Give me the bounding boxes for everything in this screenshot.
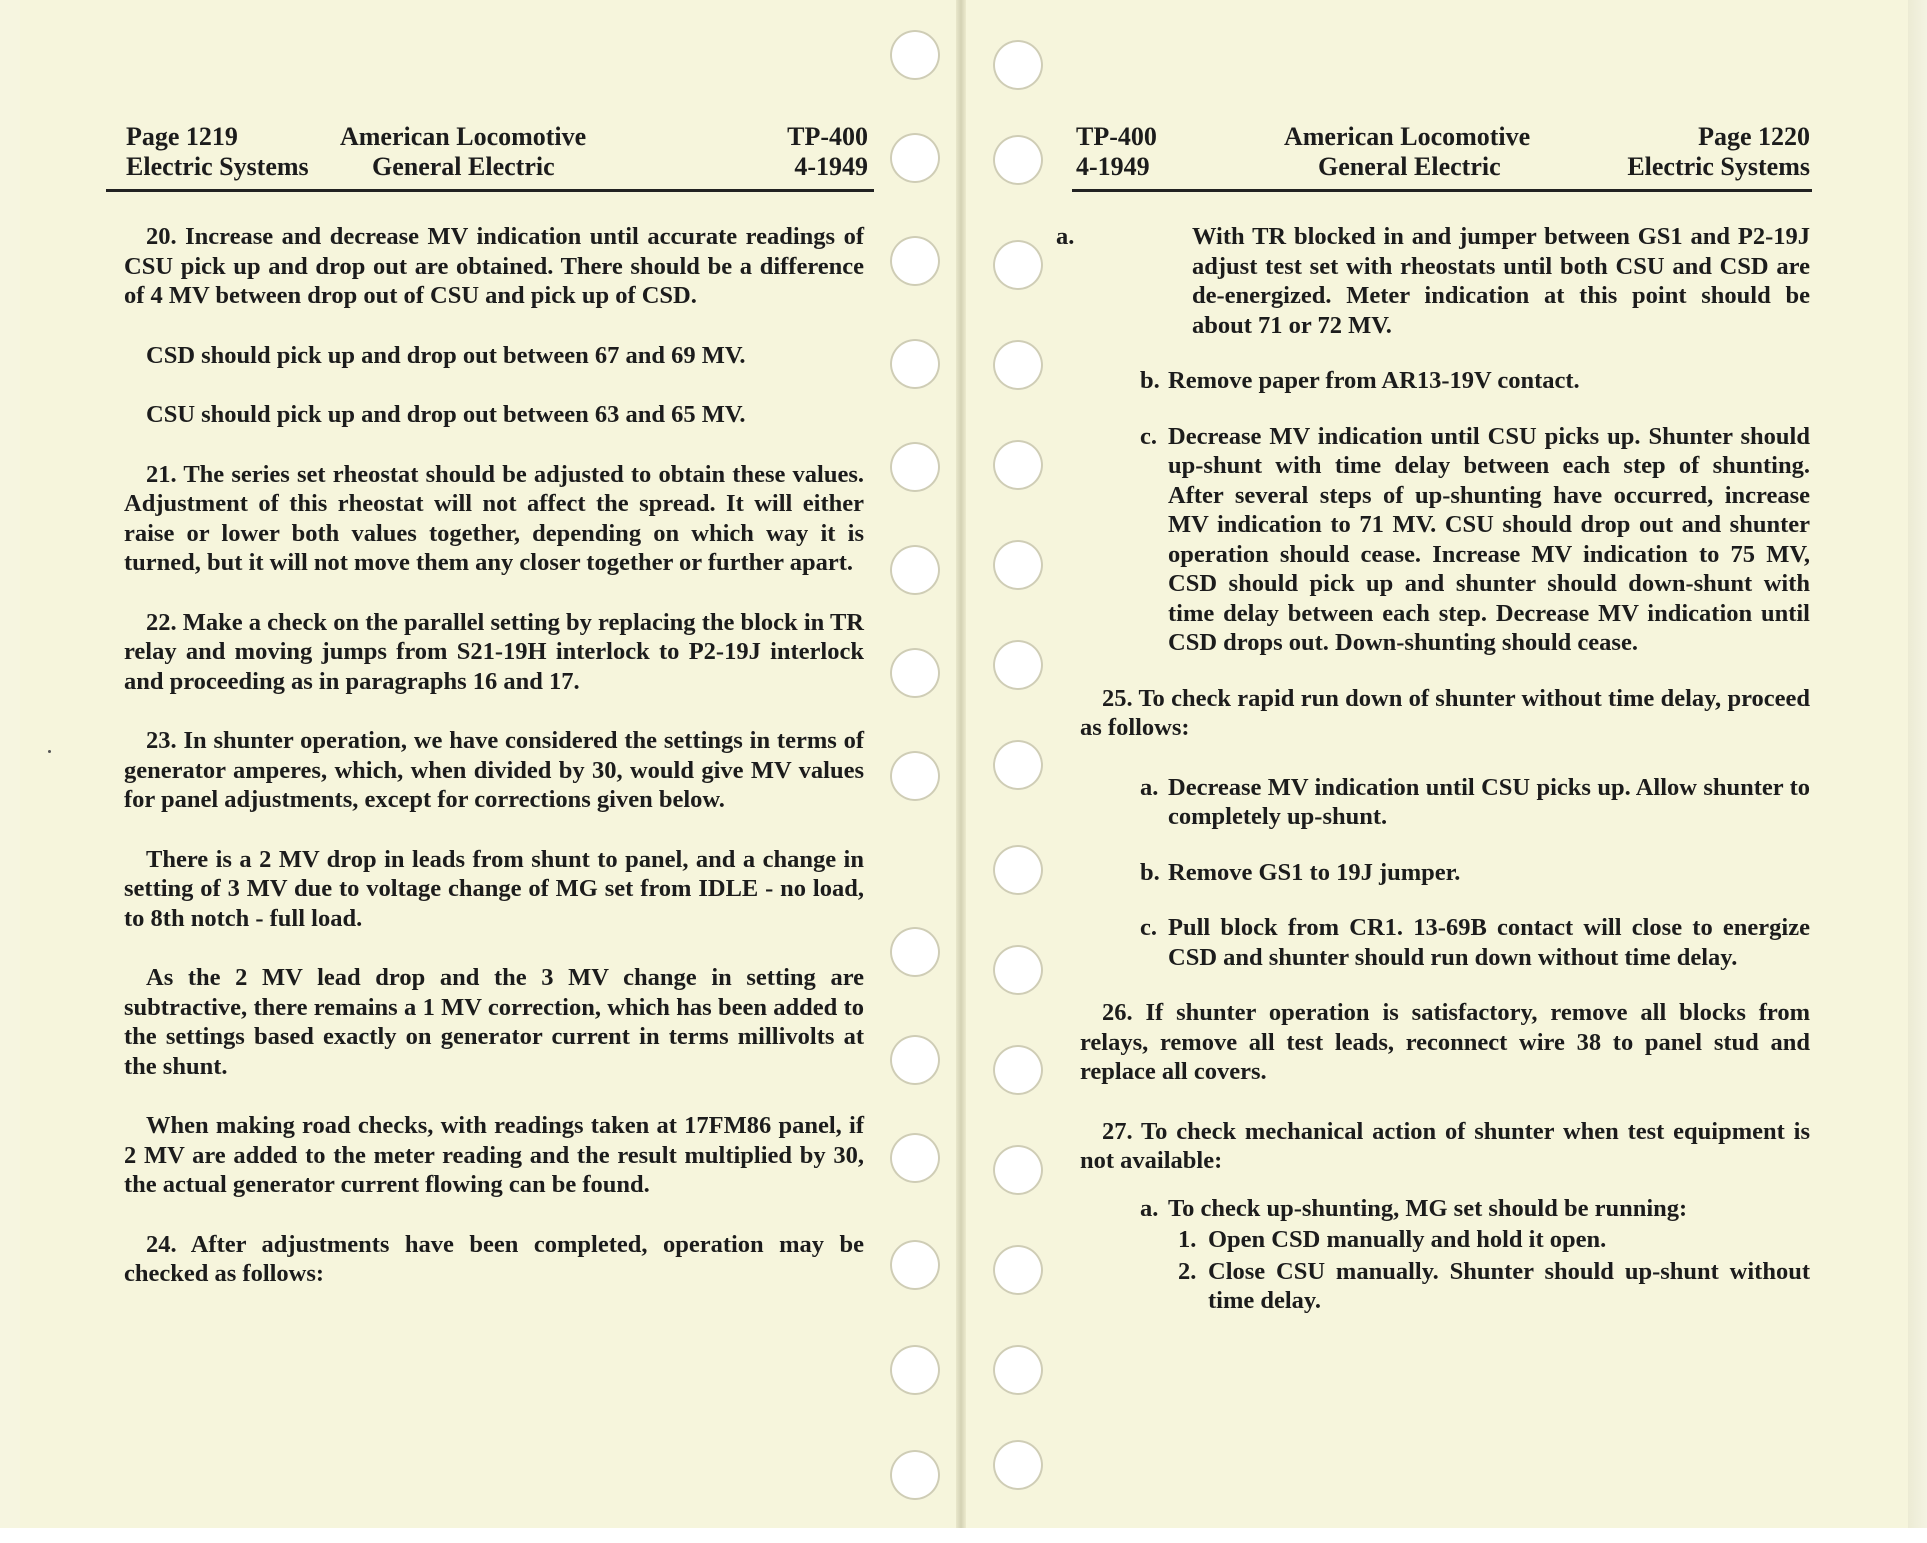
paragraph-23: 23. In shunter operation, we have considered the settings in terms of generator amperes, which, when divided by 30, would give MV values for panel adjustments, except for corrections given below. xyxy=(124,727,864,813)
step-text: Remove paper from AR13-19V contact. xyxy=(1168,367,1580,394)
step-text: Decrease MV indication until CSU picks up. Allow shunter to completely up-shunt. xyxy=(1168,773,1810,830)
step-24c xyxy=(1080,422,1810,658)
binder-hole xyxy=(890,545,940,595)
step-25c xyxy=(1080,913,1810,972)
binder-hole xyxy=(890,1133,940,1183)
step-label: a. xyxy=(1140,773,1159,801)
binder-hole xyxy=(890,442,940,492)
binder-hole xyxy=(890,1345,940,1395)
binder-hole xyxy=(890,1450,940,1500)
paragraph-correction: As the 2 MV lead drop and the 3 MV change in setting are subtractive, there remains a 1 MV correction, which has been added to the settings based exactly on generator current in terms millivolts at the shunt. xyxy=(124,964,864,1080)
binder-hole xyxy=(993,135,1043,185)
paragraph-road-checks: When making road checks, with readings taken at 17FM86 panel, if 2 MV are added to the meter reading and the result multiplied by 30, the actual generator current flowing can be found. xyxy=(124,1112,864,1198)
binder-hole xyxy=(890,648,940,698)
step-text: Close CSU manually. Shunter should up-shunt without time delay. xyxy=(1208,1257,1810,1314)
step-label: b. xyxy=(1140,367,1160,394)
left-page-body xyxy=(124,222,864,1319)
paragraph-csu-range: CSU should pick up and drop out between 63 and 65 MV. xyxy=(146,401,746,428)
binder-hole xyxy=(993,340,1043,390)
binder-hole xyxy=(993,1245,1043,1295)
binder-hole xyxy=(993,240,1043,290)
step-27a-2 xyxy=(1080,1257,1810,1316)
binder-hole xyxy=(993,640,1043,690)
left-page-header xyxy=(106,122,874,192)
doc-date: 4-1949 xyxy=(1076,152,1150,181)
paragraph-24: 24. After adjustments have been completed, operation may be checked as follows: xyxy=(124,1230,864,1287)
step-text: Pull block from CR1. 13-69B contact will close to energize CSD and shunter should run down without time delay. xyxy=(1168,914,1810,971)
step-27a xyxy=(1080,1194,1810,1224)
binder-hole xyxy=(993,740,1043,790)
step-label: 1. xyxy=(1178,1226,1197,1253)
paragraph-csd-range: CSD should pick up and drop out between 67 and 69 MV. xyxy=(146,341,746,369)
binder-hole xyxy=(993,540,1043,590)
right-binder-holes xyxy=(985,0,1055,1528)
step-text: Remove GS1 to 19J jumper. xyxy=(1168,858,1461,886)
step-27a-1 xyxy=(1080,1225,1810,1255)
step-24a xyxy=(1056,222,1810,340)
binder-hole xyxy=(993,845,1043,895)
page-number: Page 1219 xyxy=(126,122,238,151)
page-number: Page 1220 xyxy=(1698,122,1810,151)
binder-hole xyxy=(890,751,940,801)
step-25b xyxy=(1080,858,1810,888)
scan-margin xyxy=(0,1528,1927,1543)
step-label: c. xyxy=(1140,914,1157,941)
paragraph-21: 21. The series set rheostat should be adjusted to obtain these values. Adjustment of this rheostat will not affect the spread. It will either raise or lower both values together, depending on which way it is turned, but it will not move them any closer together or further apart. xyxy=(124,460,864,576)
binder-hole xyxy=(890,30,940,80)
page-edge xyxy=(1908,0,1927,1528)
publisher: American Locomotive xyxy=(340,122,587,151)
company-name: General Electric xyxy=(1318,152,1501,181)
step-text: Decrease MV indication until CSU picks up. Shunter should up-shunt with time delay between each step of shunting. After several steps of up-shunting have occurred, increase MV indication to 71 MV. CSU should drop out and shunter operation should cease. Increase MV indication to 75 MV, CSD should pick up and shunter should down-shunt with time delay between each step. Decrease MV indication until CSD drops out. Down-shunting should cease. xyxy=(1168,422,1810,656)
binder-hole xyxy=(993,945,1043,995)
paragraph-lead-drop: There is a 2 MV drop in leads from shunt to panel, and a change in setting of 3 MV due to voltage change of MG set from IDLE - no load, to 8th notch - full load. xyxy=(124,845,864,932)
doc-date: 4-1949 xyxy=(794,152,868,181)
binder-hole xyxy=(993,40,1043,90)
section-title: Electric Systems xyxy=(126,152,309,181)
right-page-body xyxy=(1056,222,1810,1318)
step-24b xyxy=(1080,366,1810,396)
book-gutter xyxy=(956,0,966,1543)
left-binder-holes xyxy=(880,0,950,1528)
step-label: c. xyxy=(1140,422,1157,450)
binder-hole xyxy=(890,927,940,977)
paragraph-22: 22. Make a check on the parallel setting by replacing the block in TR relay and moving jumps from S21-19H interlock to P2-19J interlock and proceeding as in paragraphs 16 and 17. xyxy=(124,608,864,695)
doc-number: TP-400 xyxy=(787,122,868,151)
company-name: General Electric xyxy=(372,152,555,181)
binder-hole xyxy=(890,339,940,389)
binder-hole xyxy=(993,1345,1043,1395)
binder-hole xyxy=(890,1240,940,1290)
paragraph-25: 25. To check rapid run down of shunter without time delay, proceed as follows: xyxy=(1080,684,1810,741)
step-label: a. xyxy=(1056,223,1075,250)
binder-hole xyxy=(993,1045,1043,1095)
step-text: Open CSD manually and hold it open. xyxy=(1208,1226,1607,1253)
step-text: With TR blocked in and jumper between GS1 and P2-19J adjust test set with rheostats until both CSU and CSD are de-energized. Meter indication at this point should be about 71 or 72 MV. xyxy=(1192,223,1810,339)
doc-number: TP-400 xyxy=(1076,122,1157,151)
right-page-header xyxy=(1072,122,1812,192)
section-title: Electric Systems xyxy=(1627,152,1810,181)
binder-hole xyxy=(890,1035,940,1085)
step-text: To check up-shunting, MG set should be running: xyxy=(1168,1194,1688,1222)
page-speck xyxy=(48,750,51,753)
binder-hole xyxy=(993,1440,1043,1490)
binder-hole xyxy=(993,1145,1043,1195)
step-label: b. xyxy=(1140,858,1160,886)
step-label: a. xyxy=(1140,1194,1159,1222)
step-25a xyxy=(1080,773,1810,832)
binder-hole xyxy=(890,236,940,286)
paragraph-27: 27. To check mechanical action of shunter when test equipment is not available: xyxy=(1080,1117,1810,1174)
binder-hole xyxy=(993,440,1043,490)
step-label: 2. xyxy=(1178,1257,1197,1285)
paragraph-20: 20. Increase and decrease MV indication until accurate readings of CSU pick up and drop out are obtained. There should be a difference of 4 MV between drop out of CSU and pick up of CSD. xyxy=(124,223,864,309)
binder-hole xyxy=(890,133,940,183)
paragraph-26: 26. If shunter operation is satisfactory, remove all blocks from relays, remove all test leads, reconnect wire 38 to panel stud and replace all covers. xyxy=(1080,999,1810,1085)
publisher: American Locomotive xyxy=(1284,122,1531,151)
